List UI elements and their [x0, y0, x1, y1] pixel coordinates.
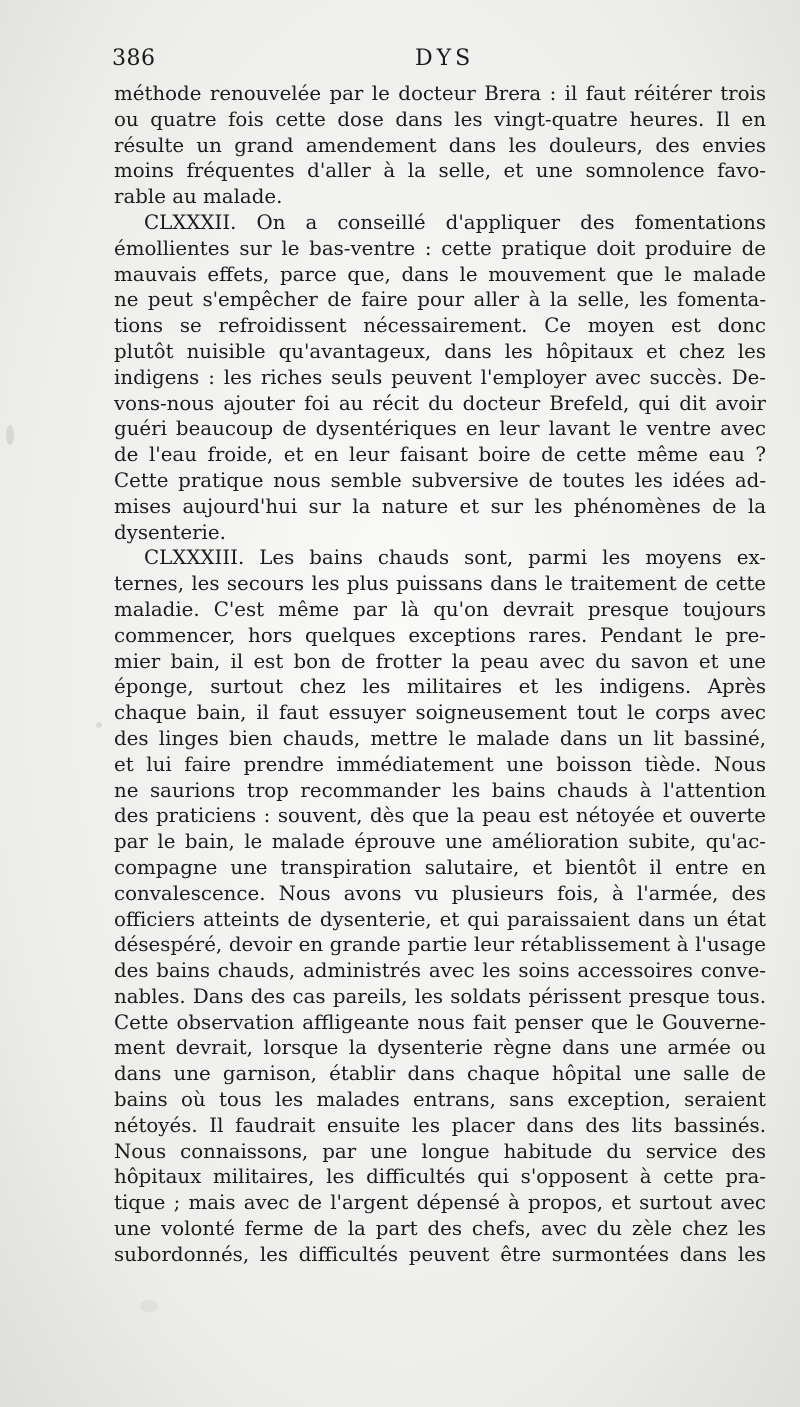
paragraph-continuation [114, 81, 766, 210]
text-line: mauvais effets, parce que, dans le mouvement que le malade [114, 262, 766, 286]
text-line: plutôt nuisible qu'avantageux, dans les hôpitaux et chez les [114, 339, 766, 363]
text-line: désespéré, devoir en grande partie leur rétablissement à l'usage [114, 933, 766, 957]
text-line: bains où tous les malades entrans, sans exception, seraient [114, 1088, 766, 1112]
text-line: compagne une transpiration salutaire, et bientôt il entre en [114, 855, 766, 879]
text-line: Cette observation affligeante nous fait penser que le Gouverne- [114, 1010, 766, 1034]
text-line: tions se refroidissent nécessairement. Ce moyen est donc [114, 314, 766, 338]
text-line: une volonté ferme de la part des chefs, avec du zèle chez les [114, 1217, 766, 1241]
text-line: CLXXXII. On a conseillé d'appliquer des fomentations [144, 210, 766, 234]
text-line: résulte un grand amendement dans les douleurs, des envies [114, 133, 766, 157]
text-line: mises aujourd'hui sur la nature et sur les phénomènes de la [114, 494, 766, 518]
paragraph-clxxxii [114, 210, 766, 545]
paper-mark [6, 425, 14, 445]
text-line: des bains chauds, administrés avec les soins accessoires conve- [114, 959, 766, 983]
text-line: Cette pratique nous semble subversive de toutes les idées ad- [114, 468, 766, 492]
text-line: ne saurions trop recommander les bains chauds à l'attention [114, 778, 766, 802]
text-line: vons-nous ajouter foi au récit du docteur Brefeld, qui dit avoir [114, 391, 766, 415]
text-line: maladie. C'est même par là qu'on devrait presque toujours [114, 597, 766, 621]
text-line: moins fréquentes d'aller à la selle, et une somnolence favo- [114, 159, 766, 183]
text-line: mier bain, il est bon de frotter la peau avec du savon et une [114, 649, 766, 673]
body-text [114, 81, 766, 1268]
text-line: commencer, hors quelques exceptions rares. Pendant le pre- [114, 623, 766, 647]
paragraph-clxxxiii [114, 545, 766, 1267]
running-head: DYS [415, 46, 475, 71]
text-line: indigens : les riches seuls peuvent l'employer avec succès. De- [114, 365, 766, 389]
text-line: ne peut s'empêcher de faire pour aller à la selle, les fomenta- [114, 288, 766, 312]
text-line: subordonnés, les difficultés peuvent être surmontées dans les [114, 1242, 766, 1266]
text-line: Nous connaissons, par une longue habitude du service des [114, 1139, 766, 1163]
text-line: tique ; mais avec de l'argent dépensé à propos, et surtout avec [114, 1191, 766, 1215]
text-line: de l'eau froide, et en leur faisant boire de cette même eau ? [114, 443, 766, 467]
text-line: émollientes sur le bas-ventre : cette pratique doit produire de [114, 236, 766, 260]
page-number: 386 [112, 46, 156, 71]
text-line: hôpitaux militaires, les difficultés qui s'opposent à cette pra- [114, 1165, 766, 1189]
text-line: des praticiens : souvent, dès que la peau est nétoyée et ouverte [114, 804, 766, 828]
text-line: ment devrait, lorsque la dysenterie règne dans une armée ou [114, 1036, 766, 1060]
text-line: officiers atteints de dysenterie, et qui paraissaient dans un état [114, 907, 766, 931]
paper-mark [140, 1300, 158, 1312]
page-header [112, 44, 766, 78]
text-line: convalescence. Nous avons vu plusieurs fois, à l'armée, des [114, 881, 766, 905]
text-line: méthode renouvelée par le docteur Brera : il faut réitérer trois [114, 82, 766, 105]
text-line: guéri beaucoup de dysentériques en leur lavant le ventre avec [114, 417, 766, 441]
paper-mark [96, 722, 102, 728]
text-line: éponge, surtout chez les militaires et les indigens. Après [114, 675, 766, 699]
text-line: nétoyés. Il faudrait ensuite les placer dans des lits bassinés. [114, 1113, 766, 1137]
text-line: CLXXXIII. Les bains chauds sont, parmi les moyens ex- [144, 546, 766, 570]
text-line: ternes, les secours les plus puissans dans le traitement de cette [114, 572, 766, 596]
text-line: et lui faire prendre immédiatement une boisson tiède. Nous [114, 752, 766, 776]
text-line: chaque bain, il faut essuyer soigneusement tout le corps avec [114, 701, 766, 725]
text-line: nables. Dans des cas pareils, les soldats périssent presque tous. [114, 984, 766, 1008]
text-line: dysenterie. [114, 520, 226, 544]
text-line: par le bain, le malade éprouve une amélioration subite, qu'ac- [114, 830, 766, 854]
text-line: ou quatre fois cette dose dans les vingt-quatre heures. Il en [114, 107, 766, 131]
text-line: dans une garnison, établir dans chaque hôpital une salle de [114, 1062, 766, 1086]
text-line: des linges bien chauds, mettre le malade dans un lit bassiné, [114, 726, 766, 750]
text-line: rable au malade. [114, 185, 283, 209]
